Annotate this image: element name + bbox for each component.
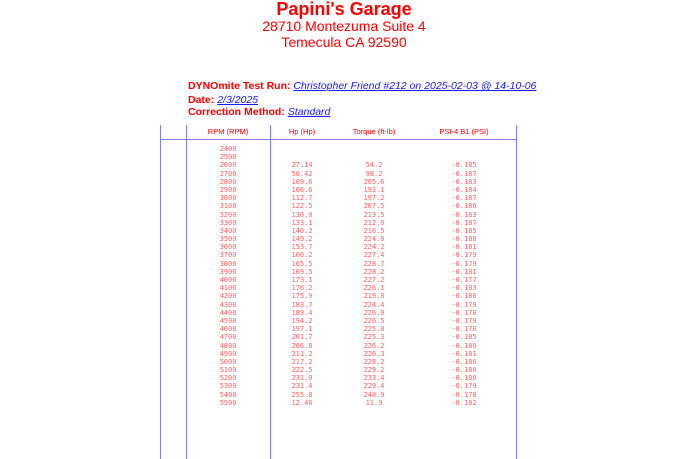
psi-cell: -0.181 [451,349,477,358]
hp-cell: 201.7 [291,333,313,342]
table-row [186,276,516,284]
rpm-cell: 4700 [219,333,237,342]
table-row [186,227,516,235]
rpm-cell: 3500 [219,235,237,244]
psi-cell: -0.182 [451,398,477,407]
rpm-cell: 2700 [219,169,237,178]
torque-cell: 226.0 [363,308,385,317]
hp-cell: 153.7 [291,243,313,252]
rpm-cell: 4500 [219,316,237,325]
rpm-cell: 3900 [219,267,237,276]
hp-cell [270,153,334,161]
hp-cell: 206.8 [291,341,313,350]
hp-cell: 109.6 [291,177,313,186]
rpm-cell: 5400 [219,390,237,399]
rpm-cell: 3400 [219,226,237,235]
hp-cell [270,145,334,153]
psi-cell: -0.186 [451,202,477,211]
table-border-right [516,125,517,459]
table-row [186,292,516,300]
rpm-cell: 3200 [219,210,237,219]
rpm-cell: 5100 [219,366,237,375]
torque-cell: 228.7 [363,259,385,268]
table-border-left [160,125,161,459]
hp-cell: 12.46 [291,398,313,407]
torque-cell: 224.2 [363,243,385,252]
rpm-cell: 5300 [219,382,237,391]
torque-cell [334,145,414,153]
test-run-link[interactable]: Christopher Friend #212 on 2025-02-03 @ 14-10-06 [293,80,537,92]
torque-cell: 205.6 [363,177,385,186]
rpm-cell: 4100 [219,284,237,293]
hp-cell: 231.0 [291,374,313,383]
psi-cell: -0.177 [451,276,477,284]
psi-cell [414,153,514,161]
rpm-cell: 5000 [219,357,237,366]
torque-cell: 212.0 [363,218,385,227]
hp-cell: 130.0 [291,210,313,219]
hp-cell: 169.5 [291,267,313,276]
column-header-rpm: RPM (RPM) [207,127,249,136]
correction-label: Correction Method: [188,106,285,118]
torque-cell: 226.1 [363,284,385,293]
table-row [186,260,516,268]
hp-cell: 50.42 [291,169,313,178]
date-label: Date: [188,94,215,106]
psi-cell: -0.180 [451,366,477,375]
table-row [186,382,516,390]
table-row [186,178,516,186]
table-row [186,284,516,292]
table-row [186,268,516,276]
psi-cell: -0.179 [451,300,477,309]
rpm-cell: 2900 [219,185,237,194]
hp-cell: 175.9 [291,292,313,301]
psi-cell: -0.180 [451,235,477,244]
rpm-cell: 2400 [219,145,237,153]
torque-cell: 226.5 [363,316,385,325]
torque-cell: 227.4 [363,251,385,260]
hp-cell: 217.2 [291,357,313,366]
psi-cell: -0.187 [451,169,477,178]
rpm-cell: 4000 [219,276,237,284]
rpm-cell: 3300 [219,218,237,227]
table-row [186,170,516,178]
psi-cell: -0.186 [451,292,477,301]
table-row [186,161,516,169]
correction-link[interactable]: Standard [287,106,331,118]
hp-cell: 183.7 [291,300,313,309]
torque-cell: 229.4 [363,382,385,391]
psi-cell: -0.179 [451,259,477,268]
hp-cell: 211.2 [291,349,313,358]
date-link[interactable]: 2/3/2025 [217,94,259,106]
table-header-divider [160,139,516,140]
hp-cell: 173.1 [291,276,313,284]
rpm-cell: 3700 [219,251,237,260]
rpm-cell: 3000 [219,194,237,203]
rpm-cell: 4800 [219,341,237,350]
rpm-cell: 4600 [219,325,237,334]
psi-cell: -0.185 [451,226,477,235]
torque-cell [334,153,414,161]
address-line-1: 28710 Montezuma Suite 4 [262,18,426,34]
psi-cell: -0.181 [451,243,477,252]
torque-cell: 197.2 [363,194,385,203]
table-row [186,350,516,358]
hp-cell: 189.4 [291,308,313,317]
table-row [186,366,516,374]
psi-cell: -0.180 [451,341,477,350]
torque-cell: 228.2 [363,357,385,366]
rpm-cell: 5500 [219,398,237,407]
torque-cell: 98.2 [365,169,383,178]
hp-cell: 197.1 [291,325,313,334]
torque-cell: 207.5 [363,202,385,211]
torque-cell: 226.2 [363,341,385,350]
hp-cell: 255.8 [291,390,313,399]
psi-cell: -0.179 [451,251,477,260]
test-run-line [188,80,536,93]
table-row [186,219,516,227]
table-row [186,202,516,210]
shop-name: Papini's Garage [276,0,412,19]
psi-cell [414,145,514,153]
rpm-cell: 2800 [219,177,237,186]
table-row [186,333,516,341]
torque-cell: 225.3 [363,333,385,342]
torque-cell: 213.5 [363,210,385,219]
torque-cell: 233.4 [363,374,385,383]
table-row [186,194,516,202]
rpm-cell: 2600 [219,161,237,170]
torque-cell: 11.9 [365,398,383,407]
table-row [186,309,516,317]
table-row [186,342,516,350]
torque-cell: 216.5 [363,226,385,235]
psi-cell: -0.181 [451,267,477,276]
table-row [186,374,516,382]
psi-cell: -0.185 [451,333,477,342]
torque-cell: 225.0 [363,325,385,334]
psi-cell: -0.179 [451,382,477,391]
psi-cell: -0.178 [451,325,477,334]
hp-cell: 140.2 [291,226,313,235]
data-table-body [186,145,516,407]
table-row [186,251,516,259]
table-row [186,243,516,251]
psi-cell: -0.178 [451,308,477,317]
hp-cell: 222.5 [291,366,313,375]
torque-cell: 193.1 [363,185,385,194]
psi-cell: -0.187 [451,218,477,227]
torque-cell: 219.8 [363,292,385,301]
test-run-label: DYNOmite Test Run: [188,80,291,92]
rpm-cell: 4400 [219,308,237,317]
hp-cell: 27.14 [291,161,313,170]
hp-cell: 133.1 [291,218,313,227]
table-row [186,317,516,325]
hp-cell: 194.2 [291,316,313,325]
hp-cell: 122.5 [291,202,313,211]
psi-cell: -0.183 [451,284,477,293]
hp-cell: 231.4 [291,382,313,391]
rpm-cell: 4300 [219,300,237,309]
rpm-cell: 3100 [219,202,237,211]
psi-cell: -0.178 [451,390,477,399]
hp-cell: 112.7 [291,194,313,203]
column-header-torque: Torque (ft-lb) [352,127,396,136]
hp-cell: 106.6 [291,185,313,194]
table-row [186,211,516,219]
correction-line [188,106,330,119]
table-row [186,153,516,161]
torque-cell: 228.2 [363,267,385,276]
psi-cell: -0.186 [451,357,477,366]
torque-cell: 224.4 [363,300,385,309]
rpm-cell: 4200 [219,292,237,301]
column-header-hp: Hp (Hp) [288,127,316,136]
psi-cell: -0.185 [451,161,477,170]
rpm-cell: 2500 [219,153,237,162]
torque-cell: 224.0 [363,235,385,244]
torque-cell: 248.9 [363,390,385,399]
rpm-cell: 5200 [219,374,237,383]
torque-cell: 227.2 [363,276,385,284]
column-header-psi: PSI-4 B1 (PSI) [439,127,489,136]
psi-cell: -0.180 [451,374,477,383]
torque-cell: 229.2 [363,366,385,375]
hp-cell: 165.5 [291,259,313,268]
rpm-cell: 4900 [219,349,237,358]
hp-cell: 160.2 [291,251,313,260]
table-row [186,301,516,309]
table-row [186,235,516,243]
psi-cell: -0.179 [451,316,477,325]
table-row [186,145,516,153]
psi-cell: -0.187 [451,194,477,203]
psi-cell: -0.184 [451,185,477,194]
table-row [186,325,516,333]
address-line-2: Temecula CA 92590 [281,34,407,50]
psi-cell: -0.183 [451,177,477,186]
table-row [186,186,516,194]
hp-cell: 149.2 [291,235,313,244]
torque-cell: 54.2 [365,161,383,170]
rpm-cell: 3600 [219,243,237,252]
table-row [186,358,516,366]
table-row [186,391,516,399]
psi-cell: -0.183 [451,210,477,219]
hp-cell: 176.2 [291,284,313,293]
table-row [186,399,516,407]
rpm-cell: 3800 [219,259,237,268]
torque-cell: 226.3 [363,349,385,358]
